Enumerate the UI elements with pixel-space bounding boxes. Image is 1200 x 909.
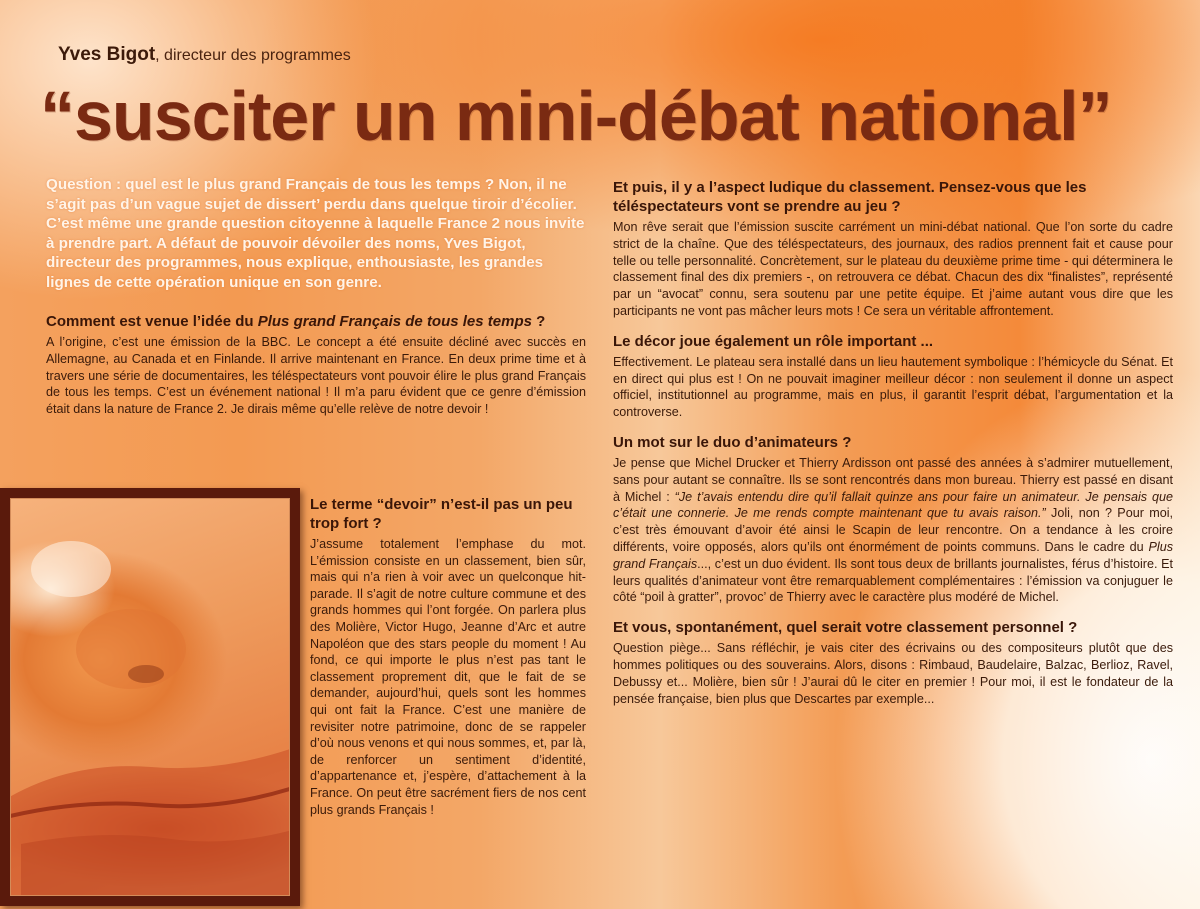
question-1-text: Comment est venue l’idée du [46,313,258,330]
question-2: Le terme “devoir” n’est-il pas un peu trop fort ? [310,496,573,532]
face-illustration [11,499,290,896]
answer-4: Effectivement. Le plateau sera installé dans un lieu hautement symbolique : l’hémicycle du Sénat. Et en direct qui plus est ! On ne pouvait imaginer meilleur décor : non seulement il donne un aspect officiel, institutionnel au programme, mais en plus, il garantit l’esprit débat, l’argumentation et la controverse. [613,354,1173,420]
left-column [46,175,586,430]
interviewee-role: , directeur des programmes [155,47,351,64]
question-3: Et puis, il y a l’aspect ludique du classement. Pensez-vous que les téléspectateurs vont se prendre au jeu ? [613,179,1087,215]
face-photo [0,488,300,906]
question-4: Le décor joue également un rôle important ... [613,332,934,350]
answer-6: Question piège... Sans réfléchir, je vais citer des écrivains ou des compositeurs plutôt que des hommes politiques ou des souverains. Alors, disons : Rimbaud, Baudelaire, Balzac, Berlioz, Ravel, Debussy et... Molière, bien sûr ! J’aurai dû le citer en premier ! Pour moi, il est le fondateur de la pensée française, bien plus que Descartes par exemple... [613,641,1173,706]
answer-5-part-1: Je pense que Michel Drucker et Thierry Ardisson ont passé des années à s’admirer mutuellement, sans pour autant se connaître. Ils se sont rencontrés dans mon bureau. Thierry est passé en disant à Michel : [613,455,1173,504]
question-1-end: ? [531,313,546,330]
answer-1: A l’origine, c’est une émission de la BBC. Le concept a été ensuite décliné avec succès en Allemagne, au Canada et en Finlande. Il arrive maintenant en France. En deux prime time et à travers une série de documentaires, les téléspectateurs vont pouvoir élire le plus grand Français de tous les temps. C’est un événement national ! Il m’a paru évident que ce genre d’émission était dans la nature de France 2. Je dirais même qu’elle relève de notre devoir ! [46,335,586,417]
answer-3: Mon rêve serait que l’émission suscite carrément un mini-débat national. Que l’on sorte du cadre strict de la chaîne. Que des téléspectateurs, des journaux, des radios prennent fait et cause pour telle ou telle personnalité. Concrètement, sur le plateau du deuxième prime time - qui déterminera le classement final des dix premiers -, on retrouvera ce débat. Chacun des dix “finalistes”, représenté par un “avocat” connu, sera soutenu par une petite équipe. Et j’aime autant vous dire que les participants ne vont pas mâcher leurs mots ! Ce sera un véritable affrontement. [613,220,1173,318]
question-6: Et vous, spontanément, quel serait votre classement personnel ? [613,619,1078,637]
answer-5-part-3: ..., c’est un duo évident. Ils sont tous deux de brillants journalistes, férus d’histoire. Et leurs qualités d’animateur vont être remarquablement complémentaires : l’émission va conjuguer le côté “poil à gratter”, provoc’ de Thierry avec le caractère plus modéré de Michel. [613,556,1173,605]
question-1-title: Plus grand Français de tous les temps [257,313,532,330]
interviewee-line [58,44,351,66]
answer-2: J’assume totalement l’emphase du mot. L’émission consiste en un classement, bien sûr, mais qui n’a rien à voir avec un quelconque hit-parade. Il s’agit de notre culture commune et des grands hommes qui l’ont forgée. On parlera plus des Molière, Victor Hugo, Jeanne d’Arc et autre Napoléon que des stars people du moment ! Au fond, ce qui importe le plus n’est pas tant le classement proprement dit, que le fait de se demander, aujourd’hui, quels sont les hommes qui ont fait la France. C’est une manière de revisiter notre patrimoine, donc de se rappeler d’où nous venons et qui nous sommes, et, par là, de renforcer un sentiment d’identité, d’appartenance et, j’espère, d’attachement à la France. On peut être sacrément fiers de nos cent plus grands Français ! [310,537,586,817]
middle-column [310,495,586,830]
intro-paragraph: Question : quel est le plus grand Français de tous les temps ? Non, il ne s’agit pas d’un vague sujet de dissert’ perdu dans quelque tiroir d’écolier. C’est même une grande question citoyenne à laquelle France 2 nous invite à prendre part. A défaut de pouvoir dévoiler des noms, Yves Bigot, directeur des programmes, nous explique, enthousiaste, les grandes lignes de cette opération unique en son genre. [46,176,585,291]
question-5: Un mot sur le duo d’animateurs ? [613,433,852,451]
face-photo-image [10,498,290,896]
answer-5-quote: “Je t’avais entendu dire qu’il fallait quinze ans pour faire un animateur. Je pensais que c’était une connerie. Je me rends compte maintenant que tu avais raison.” [613,489,1173,521]
interviewee-name: Yves Bigot [58,44,156,65]
answer-5-part-2: Joli, non ? Pour moi, c’est très émouvant d’avoir été ainsi le Scapin de leur rencontre. On a tendance à les croire différents, voire opposés, alors qu’ils ont énormément de points communs. Dans le cadre du [613,506,1173,554]
answer-5-show-title: Plus grand Français [613,539,1173,571]
question-1 [46,312,586,331]
right-column [613,178,1173,719]
answer-5 [613,455,1173,606]
headline: “susciter un mini-débat national” [40,77,1112,155]
